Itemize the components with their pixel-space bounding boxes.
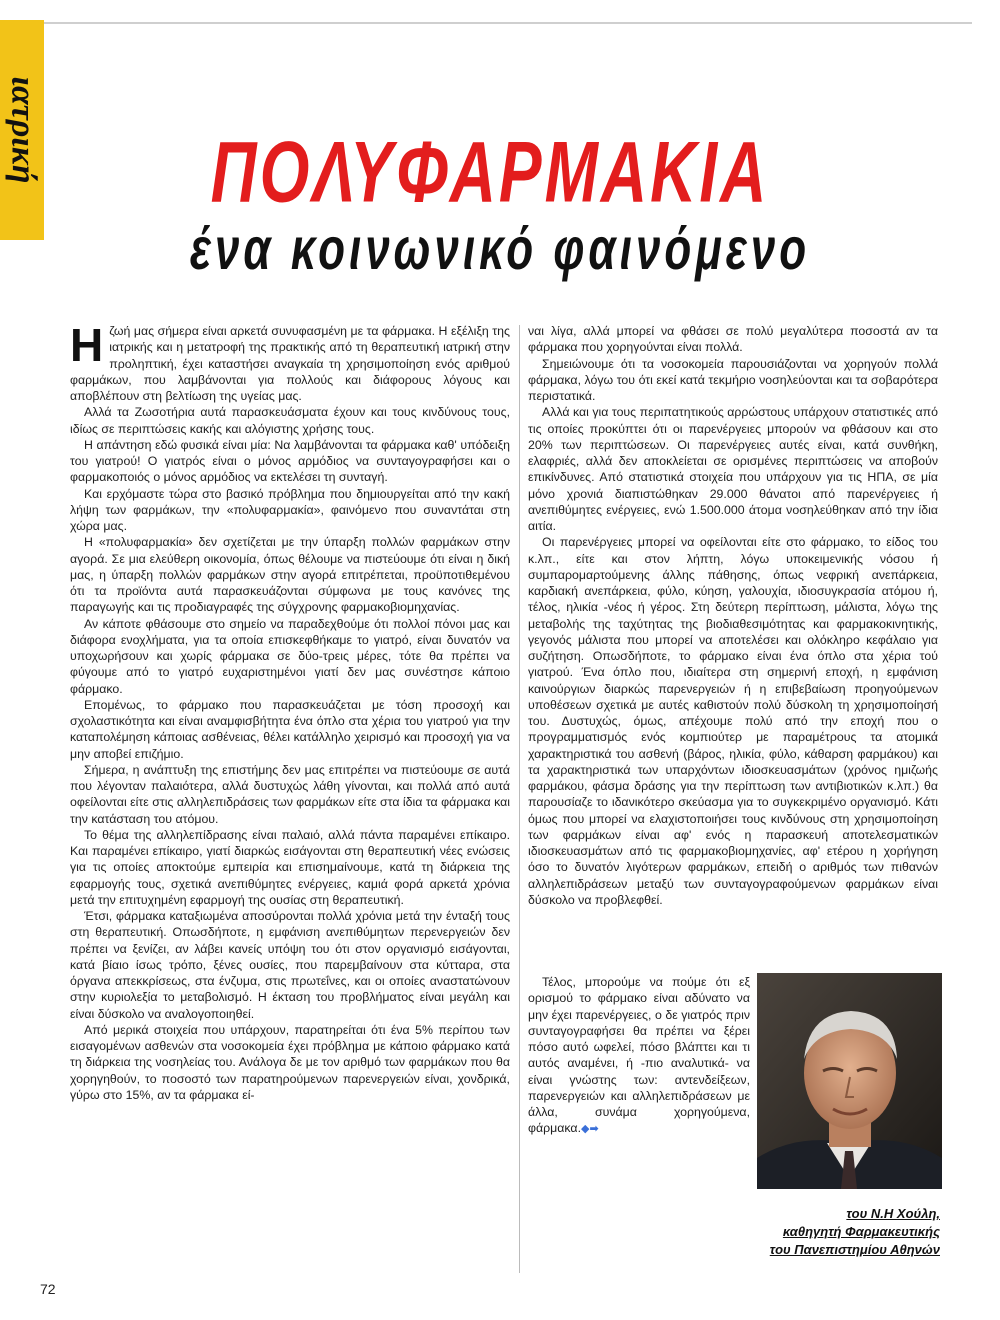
section-label: ιατρική [4,76,42,184]
header-rule [44,22,972,24]
paragraph: Αλλά και για τους περιπατητικούς αρρώστους υπάρχουν στατιστικές από τις οποίες προκύπτει ότι οι παρενέργειες μπορούν να φθάσουν και στο 20% των περιπτώσεων. Οι παρενέργειες αυτές είναι, κατά συνθήκη, ελαφριές, αλλά δεν αποκλείεται σε ορισμένες περιπτώσεις να αποβούν επικίνδυνες. Από στατιστικά στοιχεία που υπάρχουν για τις ΗΠΑ, σε μία μόνο χρονιά διαπιστώθηκαν 29.000 θάνατοι από παρενέργειες ή ανεπιθύμητες ενέργειες, ενώ 1.500.000 άτομα νοσηλεύθηκαν από την ίδια αιτία. [528,405,938,533]
author-name: του Ν.Η Χούλη, [846,1206,940,1221]
paragraph: Ηζωή μας σήμερα είναι αρκετά συνυφασμένη με τα φάρμακα. Η εξέλιξη της ιατρικής και η μετατροφή της πρακτικής από τη θεραπευτική ιατρική στην προληπτική, έχει καταστήσει αναγκαία τη χρησιμοποίηση ενός αριθμού φαρμάκων, που λαμβάνονται για πολλούς και διάφορους λόγους και αποβλέπουν στη βελτίωση της υγείας μας. [70,319,510,403]
author-title: καθηγητή Φαρμακευτικής [782,1224,940,1239]
right-column [528,323,938,908]
paragraph: Και ερχόμαστε τώρα στο βασικό πρόβλημα που δημιουργείται από την κακή λήψη των φαρμάκων, την «πολυφαρμακία», φαινόμενο που συναντάται στη χώρα μας. [70,486,510,533]
author-credit [560,1205,940,1259]
paragraph: Σημειώνουμε ότι τα νοσοκομεία παρουσιάζονται να χορηγούν πολλά φάρμακα, λόγω του ότι εκεί κατά τεκμήριο νοσηλεύονται και τα σοβαρότερα περιστατικά. [528,356,938,403]
column-divider [519,325,520,1273]
section-tab [0,20,44,240]
paragraph: Έτσι, φάρμακα καταξιωμένα αποσύρονται πολλά χρόνια μετά την ένταξή τους στη θεραπευτική. Οπωσδήποτε, η εμφάνιση ανεπιθύμητων περενεργειών δεν πρέπει να ξενίζει, αν λάβει κανείς υπόψη του ότι στον οργανισμό εισάγονται, κατά βίαιο ίσως τρόπο, ξένες ουσίες, που παρεμβαίνουν στα κύτταρα, στα όργανα απεκκρίσεως, στα ένζυμα, στις πρωτεΐνες, και οι οποίες αναστατώνουν στην κυριολεξία το μεταβολισμό. Η έκταση του προβλήματος είναι μεγάλη και είναι δύσκολο να αναλογοποιηθεί. [70,909,510,1021]
paragraph: Το θέμα της αλληλεπίδρασης είναι παλαιό, αλλά πάντα παραμένει επίκαιρο. Και παραμένει επίκαιρο, γιατί διαρκώς εισάγονται στη θεραπευτική νέες ενώσεις για τις οποίες αποκτούμε εμπειρία και επισημαίνουμε, κατά τη διάρκεια της εφαρμογής τους, σχετικά ανεπιθύμητες ενέργειες, καμιά φορά αρκετά χρόνια μετά την επιτυχημένη εφαρμογή της ουσίας στη θεραπευτική. [70,827,510,907]
paragraph: Αλλά τα Ζωσοτήρια αυτά παρασκευάσματα έχουν και τους κινδύνους τους, ιδίως σε περιπτώσεις κακής και αλόγιστης χρήσης τους. [70,405,510,436]
paragraph: Η «πολυφαρμακία» δεν σχετίζεται με την ύπαρξη πολλών φαρμάκων στην αγορά. Σε μια ελεύθερη οικονομία, όπως θέλουμε να πιστεύουμε ότι είναι η δική μας, η ύπαρξη πολλών φαρμάκων στην αγορά επιτρέπεται, προϋποτιθεμένου ότι τα προϊόντα αυτά παρασκευάζονται σύμφωνα με τους κανόνες της παραγωγής και τις προδιαγραφές της σύγχρονης φαρμακοβιομηχανίας. [70,535,510,615]
page-number: 72 [40,1281,56,1297]
paragraph: Η απάντηση εδώ φυσικά είναι μία: Να λαμβάνονται τα φάρμακα καθ' υπόδειξη του γιατρού! Ο γιατρός είναι ο μόνος αρμόδιος να συνταγογραφήσει και ο φαρμακοποιός ο μόνος αρμόδιος να εκτελέσει τη συνταγή. [70,437,510,485]
drop-cap: Η [70,319,104,371]
left-column [70,319,510,1103]
end-mark-icon: ◆➡ [581,1123,599,1136]
paragraph: Οι παρενέργειες μπορεί να οφείλονται είτε στο φάρμακο, το είδος του κ.λπ., είτε και στον λήπτη, λόγω υποκειμενικής νόσου ή συμπαρομαρτούμενης άλλης πάθησης, όπως νεφρική ανεπάρκεια, καρδιακή ανεπάρκεια, φύλο, κύηση, γαλουχία, ιδιοσυγκρασία ατόμου ή, τέλος, ηλικία -νέος ή γέρος. Στη δεύτερη περίπτωση, μάλιστα, λόγω της μεταβολής της ταχύτητας της βιοδιαθεσιμότητας και φαρμακοκινητικής, γεγονός μάλιστα που μπορεί να αποτελέσει και ολόκληρο κεφάλαιο για συζήτηση. Οπωσδήποτε, το φάρμακο είναι ένα όπλο στα χέρια τού γιατρού. Ένα όπλο που, ιδιαίτερα στη σημερινή εποχή, η εμφάνιση καινούργιων διαρκώς παρενεργειών ή η επιβεβαίωση προηγούμενων υποθέσεων σχετικά με αυτές καθιστούν πολύ δύσκολη τη χρησιμοποίησή του. Δυστυχώς, όμως, απέχουμε πολύ από την εποχή που ο προγραμματισμός ενός κομπιούτερ με παραμέτρους τα ατομικά χαρακτηριστικά του ασθενή (βάρος, ηλικία, φύλο, κάθαρση φαρμάκου) και τα χαρακτηριστικά των υπαρχόντων ιδιοσκευασμάτων (χρόνος ημιζωής φαρμάκου, φάσμα δράσης για την περίπτωση των αντιβιοτικών κ.λπ.) θα παρουσίαζε το ιδανικότερο σκεύασμα για το συγκεκριμένο οργανισμό. Κάτι όμως που μπορεί να ελαχιστοποιήσει τους κινδύνους στη χρησιμοποίηση των φαρμάκων είναι αφ' ενός η παρασκευή αποτελεσματικών ιδιοσκευασμάτων από τις φαρμακοβιομηχανίες, αφ' ετέρου η χορήγηση όσο το δυνατόν λιγότερων φαρμάκων, επειδή ο αριθμός των πιθανών αλληλεπιδράσεων μεταξύ των συνταγογραφούμενων φαρμάκων είναι δύσκολο να προβλεφθεί. [528,535,938,907]
paragraph: ναι λίγα, αλλά μπορεί να φθάσει σε πολύ μεγαλύτερα ποσοστά αν τα φάρμακα που χορηγούνται είναι πολλά. [528,324,938,355]
paragraph: Επομένως, το φάρμακο που παρασκευάζεται με τόση προσοχή και σχολαστικότητα και είναι αναμφισβήτητα ένα όπλο στα χέρια του γιατρού για την καταπολέμηση κάποιας ασθένειας, θέλει κατάλληλο χειρισμό και προσοχή για να μην αποβεί επιζήμιο. [70,697,510,761]
author-affiliation: του Πανεπιστημίου Αθηνών [769,1242,940,1257]
final-paragraph: Τέλος, μπορούμε να πούμε ότι εξ ορισμού το φάρμακο είναι αδύνατο να μην έχει παρενέργειες, ο δε γιατρός πριν συνταγογραφήσει θα πρέπει να ξέρει πόσο αυτό ωφελεί, πόσο βλάπτει και τι αυτός αναμένει, ή -πιο αναλυτικά- να είναι γνώστης των: αντενδείξεων, παρενεργειών και αλληλεπιδράσεων με άλλα, συνάμα χορηγούμενα, φάρμακα.◆➡ [528,975,750,1136]
article-title: ΠΟΛΥΦΑΡΜΑΚΙΑ [210,123,770,221]
paragraph: Σήμερα, η ανάπτυξη της επιστήμης δεν μας επιτρέπει να πιστεύουμε σε αυτά που λέγονταν παλαιότερα, αλλά δυστυχώς λάθη γίνονται, και πολλά από αυτά οφείλονται είτε στις αλληλεπιδράσεις των φαρμάκων είτε στα ίδια τα φάρμακα και την κατάσταση του ατόμου. [70,762,510,826]
paragraph: Από μερικά στοιχεία που υπάρχουν, παρατηρείται ότι ένα 5% περίπου των εισαγομένων ασθενών στα νοσοκομεία έχει πρόβλημα με κάποιο φάρμακο κατά τη διάρκεια της νοσηλείας του. Ανάλογα δε με τον αριθμό των φαρμάκων που θα χορηγηθούν, το ποσοστό των παρατηρούμενων παρενεργειών είναι, χονδρικά, γύρω στο 15%, αν τα φάρμακα εί- [70,1022,510,1102]
article-subtitle: ένα κοινωνικό φαινόμενο [189,216,811,283]
author-photo [757,973,942,1189]
paragraph: Αν κάποτε φθάσουμε στο σημείο να παραδεχθούμε ότι πολλοί πόνοι μας και διάφορα ενοχλήματα, για τα οποία επισκεφθήκαμε το γιατρό, είναι δυνατόν να υποχωρήσουν και χωρίς φάρμακα σε δύο-τρεις μέρες, τότε θα πρέπει να φύγουμε από το γιατρό ευχαριστημένοι γιατί δεν μας συνέστησε κάποιο φάρμακο. [70,616,510,696]
